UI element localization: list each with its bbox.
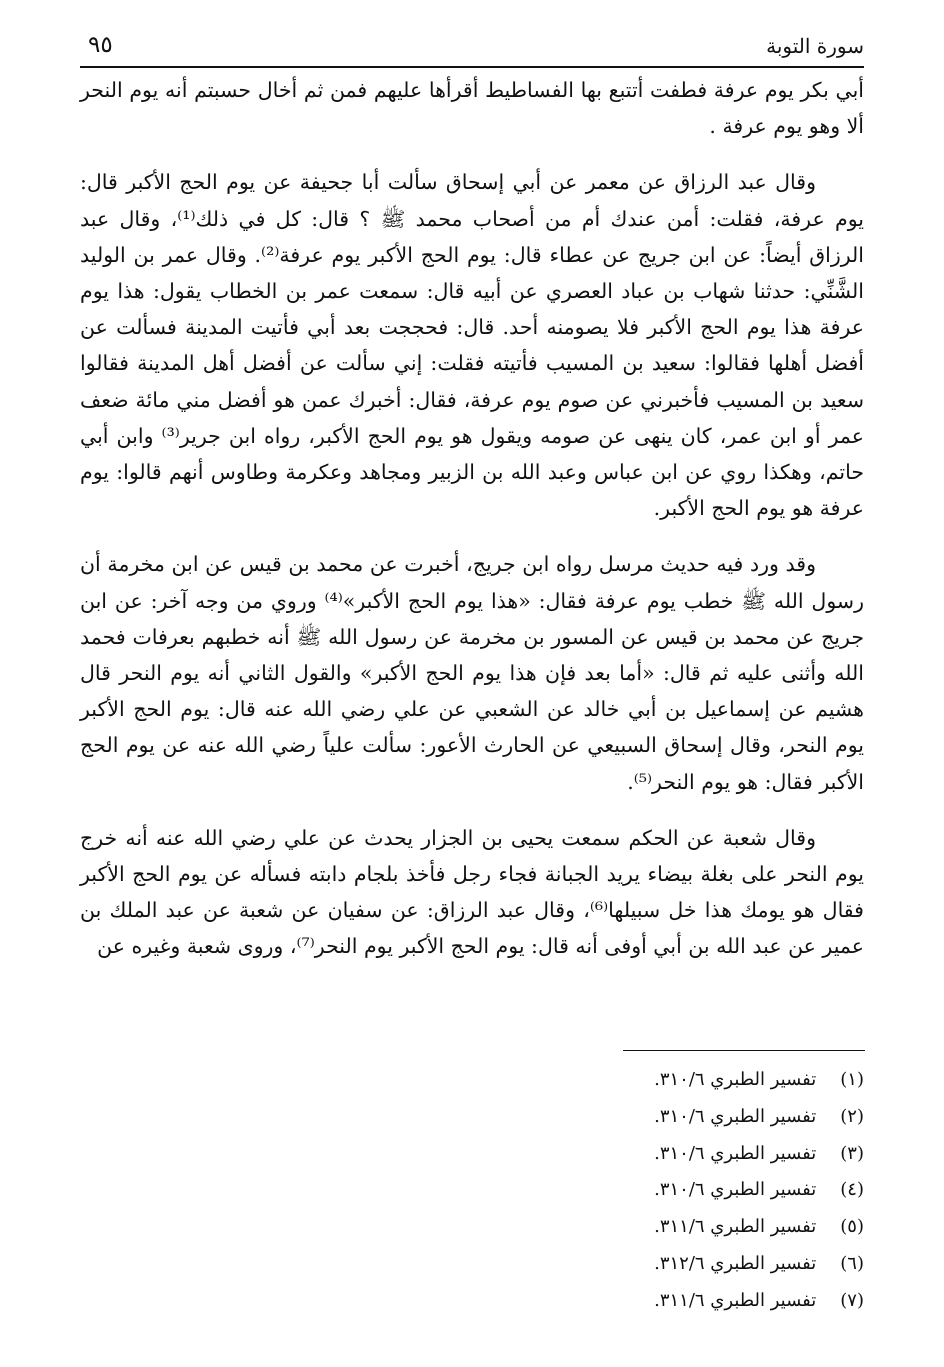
- footnote-number: (٧): [840, 1289, 864, 1311]
- footnote-item: [420, 1212, 864, 1249]
- footnote-number: (٢): [840, 1105, 864, 1127]
- footnote-text: تفسير الطبري ٣١١/٦.: [654, 1216, 817, 1238]
- footnote-text: تفسير الطبري ٣١٠/٦.: [654, 1179, 817, 1201]
- footnote-text: تفسير الطبري ٣١٢/٦.: [654, 1252, 817, 1274]
- footnote-number: (٦): [840, 1252, 864, 1274]
- page-number: ٩٥: [88, 32, 113, 58]
- paragraph: وقال شعبة عن الحكم سمعت يحيى بن الجزار يحدث عن علي رضي الله عنه أنه خرج يوم النحر على بغلة بيضاء يريد الجبانة فجاء رجل فأخذ بلجام دابته فسأله عن يوم الحج الأكبر فقال هو يومك هذا خل سبيلها⁽⁶⁾، وقال عبد الرزاق: عن سفيان عن شعبة عن عبد الملك بن عمير عن عبد الله بن أبي أوفى أنه قال: يوم الحج الأكبر يوم النحر⁽⁷⁾، وروى شعبة وغيره عن: [80, 825, 864, 959]
- footnote-item: [420, 1286, 864, 1323]
- footnote-item: [420, 1175, 864, 1212]
- footnote-text: تفسير الطبري ٣١١/٦.: [654, 1289, 817, 1311]
- footnote-number: (٣): [840, 1142, 864, 1164]
- header-rule: [80, 66, 864, 68]
- footnote-number: (٤): [840, 1179, 864, 1201]
- footnote-item: [420, 1102, 864, 1139]
- footnote-text: تفسير الطبري ٣١٠/٦.: [654, 1069, 817, 1090]
- paragraph: وقال عبد الرزاق عن معمر عن أبي إسحاق سألت أبا جحيفة عن يوم الحج الأكبر قال: يوم عرفة، فقلت: أمن عندك أم من أصحاب محمد ﷺ ؟ قال: كل في ذلك⁽¹⁾، وقال عبد الرزاق أيضاً: عن ابن جريج عن عطاء قال: يوم الحج الأكبر يوم عرفة⁽²⁾. وقال عمر بن الوليد الشَّنِّي: حدثنا شهاب بن عباد العصري عن أبيه قال: سمعت عمر بن الخطاب يقول: هذا يوم عرفة هذا يوم الحج الأكبر فلا يصومنه أحد. قال: فحججت بعد أبي فأتيت المدينة فسألت عن أفضل أهلها فقالوا: سعيد بن المسيب فأتيته فقلت: إني سألت عن أفضل أهل المدينة فقالوا سعيد بن المسيب فأخبرني عن صوم يوم عرفة، فقال: أخبرك عمن هو أفضل مني مائة ضعف عمر أو ابن عمر، كان ينهى عن صومه ويقول هو يوم الحج الأكبر، رواه ابن جرير⁽³⁾ وابن أبي حاتم، وهكذا روي عن ابن عباس وعبد الله بن الزبير ومجاهد وعكرمة وطاوس أنهم قالوا: يوم عرفة هو يوم الحج الأكبر.: [80, 170, 865, 521]
- paragraph: وقد ورد فيه حديث مرسل رواه ابن جريج، أخبرت عن محمد بن قيس عن ابن مخرمة أن رسول الله ﷺ خطب يوم عرفة فقال: «هذا يوم الحج الأكبر»⁽⁴⁾ وروي من وجه آخر: عن ابن جريج عن محمد بن قيس عن المسور بن مخرمة عن رسول الله ﷺ أنه خطبهم بعرفات فحمد الله وأثنى عليه ثم قال: «أما بعد فإن هذا يوم الحج الأكبر» والقول الثاني أنه يوم النحر قال هشيم عن إسماعيل بن أبي خالد عن الشعبي عن علي رضي الله عنه قال: يوم الحج الأكبر يوم النحر، وقال إسحاق السبيعي عن الحارث الأعور: سألت علياً رضي الله عنه عن يوم الحج الأكبر فقال: هو يوم النحر⁽⁵⁾.: [80, 552, 864, 794]
- page-header: [80, 30, 864, 66]
- footnotes: [420, 1065, 864, 1323]
- footnote-item: [420, 1065, 864, 1102]
- footnote-separator: [623, 1050, 865, 1051]
- footnote-item: [420, 1249, 864, 1286]
- running-title: سورة التوبة: [766, 34, 864, 58]
- footnote-text: تفسير الطبري ٣١٠/٦.: [654, 1105, 817, 1127]
- paragraph: أبي بكر يوم عرفة فطفت أتتبع بها الفساطيط أقرأها عليهم فمن ثم أخال حسبتم أنه يوم النحر ألا وهو يوم عرفة .: [80, 78, 864, 139]
- footnote-item: [420, 1139, 864, 1176]
- main-text: [80, 72, 864, 965]
- footnote-number: (٥): [840, 1216, 864, 1238]
- footnote-number: (١): [840, 1069, 864, 1090]
- footnote-text: تفسير الطبري ٣١٠/٦.: [654, 1142, 817, 1164]
